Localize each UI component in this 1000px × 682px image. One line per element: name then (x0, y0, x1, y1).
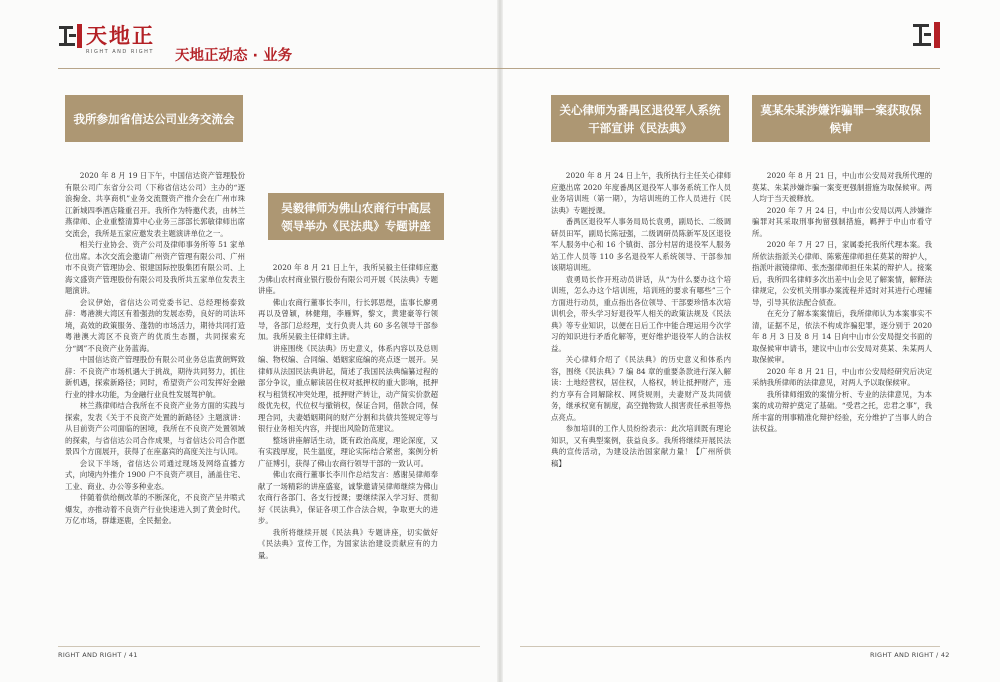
article-title: 我所参加省信达公司业务交流会 (73, 111, 235, 126)
paragraph: 袁勇局长作开班动员讲话，从“为什么要办这个培训班，怎么办这个培训班，培训班的要求有哪些”三个方面进行动员，重点指出各位领导、干部要珍惜本次培训机会，带头学习好退役军人相关的政策法规及《民法典》等专业知识，以便在日后工作中能合理运用今次学习的知识进行矛盾化解等，更好维护退役军人的合法权益。 (551, 274, 731, 353)
paragraph: 我所律师细致的案情分析、专业的法律意见，为本案的成功辩护奠定了基础。“受君之托，忠君之事”，我所丰富的刑事精准化辩护经验，充分维护了当事人的合法权益。 (752, 389, 932, 433)
article-body (752, 170, 932, 500)
article-title: 莫某朱某涉嫌诈骗罪一案获取保候审 (760, 102, 922, 135)
footer-divider (520, 646, 940, 647)
paragraph: 参加培训的工作人员纷纷表示：此次培训既有理论知识，又有典型案例，获益良多。我所将继续开展民法典的宣传活动，为建设法治国家献力量！【广州所供稿】 (551, 424, 731, 468)
paragraph: 2020 年 8 月 21 日上午，我所吴毅主任律师应邀为佛山农村商业银行股份有限公司开展《民法典》专题讲座。 (258, 263, 438, 295)
paragraph: 中国信达资产管理股份有限公司业务总监黄朗辉致辞：不良资产市场机遇大于挑战，期待共同努力，抓住新机遇，探索新路径；同时，希望资产公司发挥好金融行业的排水功能，为金融行业良性发展驾护航。 (65, 355, 245, 399)
article-body (551, 170, 731, 510)
paragraph: 番禺区退役军人事务局局长袁勇，副局长、二级调研员田军，副局长陈冠强，二级调研员陈新军及区退役军人服务中心和 16 个镇街、部分村居的退役军人服务站工作人员等 110 多名退役军人系统领导、干部参加该期培训班。 (551, 217, 731, 272)
paragraph: 2020 年 8 月 19 日下午，中国信达资产管理股份有限公司广东省分公司（下称省信达公司）主办的“逐浪掬金、共享商机”业务交流暨资产推介会在广州市珠江新城四季酒店隆重召开。我所作为特邀代表，由林兰燕律师、企业重整清算中心业务三部部长郭敏律师出席交流会，我所是五家应邀发表主题演讲单位之一。 (65, 171, 245, 238)
footer-divider (58, 646, 480, 647)
paragraph: 2020 年 8 月 21 日，中山市公安局经研究后决定采纳我所律师的法律意见，对两人予以取保候审。 (752, 366, 932, 387)
paragraph: 佛山农商行董事长李川，行长郭思煜，监事长廖勇再以及曾颖，林健翔，李雁辉，黎文，黄建豪等行领导，各部门总经理，支行负责人共 60 多名领导干部参加。我所吴毅主任律师主讲。 (258, 297, 438, 341)
paragraph: 林兰燕律师结合我所在不良资产业务方面的实践与探索，发表《关于不良资产处置的新路径》主题演讲：从目前资产公司面临的困境，我所在不良资产处置领域的探索，与省信达公司合作成果，与省信达公司合作愿景四个方面展开，获得了在座嘉宾的高度关注与认同。 (65, 401, 245, 456)
paragraph: 2020 年 7 月 27 日，家属委托我所代理本案。我所依法指派关心律师、陈紫莲律师担任莫某的辩护人，指派叶淑镜律师、张杰强律师担任朱某的辩护人。接案后，我所四名律师多次出差中山会见了解案情，解释法律规定，公安机关刑事办案流程并适时对其进行心理辅导，引导其依法配合侦查。 (752, 240, 932, 307)
article-title-box (65, 95, 243, 142)
paragraph: 讲座围绕《民法典》历史意义，体系内容以及总则编、物权编、合同编、婚姻家庭编的亮点逐一展开。吴律师从法国民法典讲起，简述了我国民法典编纂过程的部分争议，重点解读居住权对抵押权的重大影响，抵押权与租赁权冲突处理，抵押财产转让，动产简实价款超级优先权，代位权与撤销权，保证合同，借款合同，保理合同，夫妻婚姻期间的财产分割和共债共签规定等与银行业务相关内容，并提出风险防范建议。 (258, 343, 438, 433)
article-body (258, 95, 438, 160)
article-title-box (551, 95, 729, 142)
paragraph: 2020 年 8 月 21 日，中山市公安局对我所代理的莫某、朱某涉嫌诈骗一案变更强制措施为取保候审。两人均于当天被释放。 (752, 171, 932, 203)
spine (497, 0, 503, 682)
page-title: 天地正动态 · 业务 (175, 48, 293, 64)
article-title: 关心律师为番禺区退役军人系统干部宣讲《民法典》 (559, 102, 721, 135)
article-title: 吴毅律师为佛山农商行中高层领导举办《民法典》专题讲座 (281, 200, 431, 233)
logo-subtitle: RIGHT AND RIGHT (86, 49, 154, 55)
article-body (65, 170, 245, 610)
paragraph: 在充分了解本案案情后，我所律师认为本案事实不清，证据不足，依法不构成诈骗犯罪，逐分别于 2020 年 8 月 3 日及 8 月 14 日向中山市公安局提交书面的取保候审申请书，建议中山市公安局对莫某、朱某两人取保候审。 (752, 309, 932, 364)
logo (58, 22, 173, 62)
page-number: RIGHT AND RIGHT / 41 (58, 651, 138, 659)
paragraph: 相关行业协会、资产公司及律师事务所等 51 家单位出席。本次交流会邀请广州资产管理有限公司、广州市不良资产管理协会、银建国际控股集团有限公司、上海文盛资产管理股份有限公司及我所共五家单位发表主题演讲。 (65, 240, 245, 295)
article-title-box (752, 95, 930, 142)
logo-mark-icon (913, 22, 943, 48)
paragraph: 关心律师介绍了《民法典》的历史意义和体系内容，围绕《民法典》7 编 84 章的重要条款进行深入解读：土地经营权，居住权，人格权，转让抵押财产，违约方享有合同解除权、网贷规则，夫妻财产及共同债务，继承权宽有制度，高空抛物致人损害责任承担等热点亮点。 (551, 355, 731, 422)
page-number: RIGHT AND RIGHT / 42 (870, 651, 950, 659)
paragraph: 2020 年 8 月 24 日上午，我所执行主任关心律师应邀出席 2020 年度番禺区退役军人事务系统工作人员业务培训班（第一期），为培训班的工作人员进行《民法典》专题授课。 (551, 171, 731, 215)
paragraph: 我所将继续开展《民法典》专题讲座，切实做好《民法典》宣传工作，为国家法治建设贡献应有的力量。 (258, 527, 438, 560)
article-title-box (268, 193, 444, 240)
header-divider (500, 68, 940, 69)
logo-mark-icon (58, 24, 84, 48)
paragraph: 2020 年 7 月 24 日，中山市公安局以两人涉嫌诈骗罪对其采取刑事拘留强制措施，羁押于中山市看守所。 (752, 205, 932, 238)
logo-text: 天地正 (86, 23, 155, 48)
article-body (258, 262, 438, 634)
paragraph: 整场讲座解话生动，既有政治高度，理论深度，又有实践厚度，民生温度，理论实际结合紧密，案例分析广征博引，获得了佛山农商行领导干部的一致认可。 (258, 435, 438, 468)
paragraph: 伴随着供给侧改革的不断深化，不良资产呈井喷式爆发，亦推动着不良资产行业快速进入到了黄金时代。万亿市场，群雄逐鹿，全民掘金。 (65, 493, 245, 525)
paragraph: 佛山农商行董事长李川作总结发言：感谢吴律师奉献了一场精彩的讲座盛宴，诚挚邀请吴律师继续为佛山农商行各部门、各支行授课；要继续深入学习好、贯彻好《民法典》，保证各项工作合法合规，争取更大的进步。 (258, 470, 438, 525)
header-divider (58, 68, 500, 69)
paragraph: 会议伊始，省信达公司党委书记、总经理杨泰致辞：粤港澳大湾区有着强劲的发展态势，良好的司法环境，高效的政策服务、蓬勃的市场活力，期待共同打造粤港澳大湾区不良资产的优质生态圈，共同探索充分“阔”不良资产业务蓝海。 (65, 297, 245, 353)
paragraph: 会议下半场，省信达公司通过现场及网络直播方式，向境内外推介 1900 户不良资产项目，涵盖住宅、工业、商业、办公等多种业态。 (65, 458, 245, 491)
